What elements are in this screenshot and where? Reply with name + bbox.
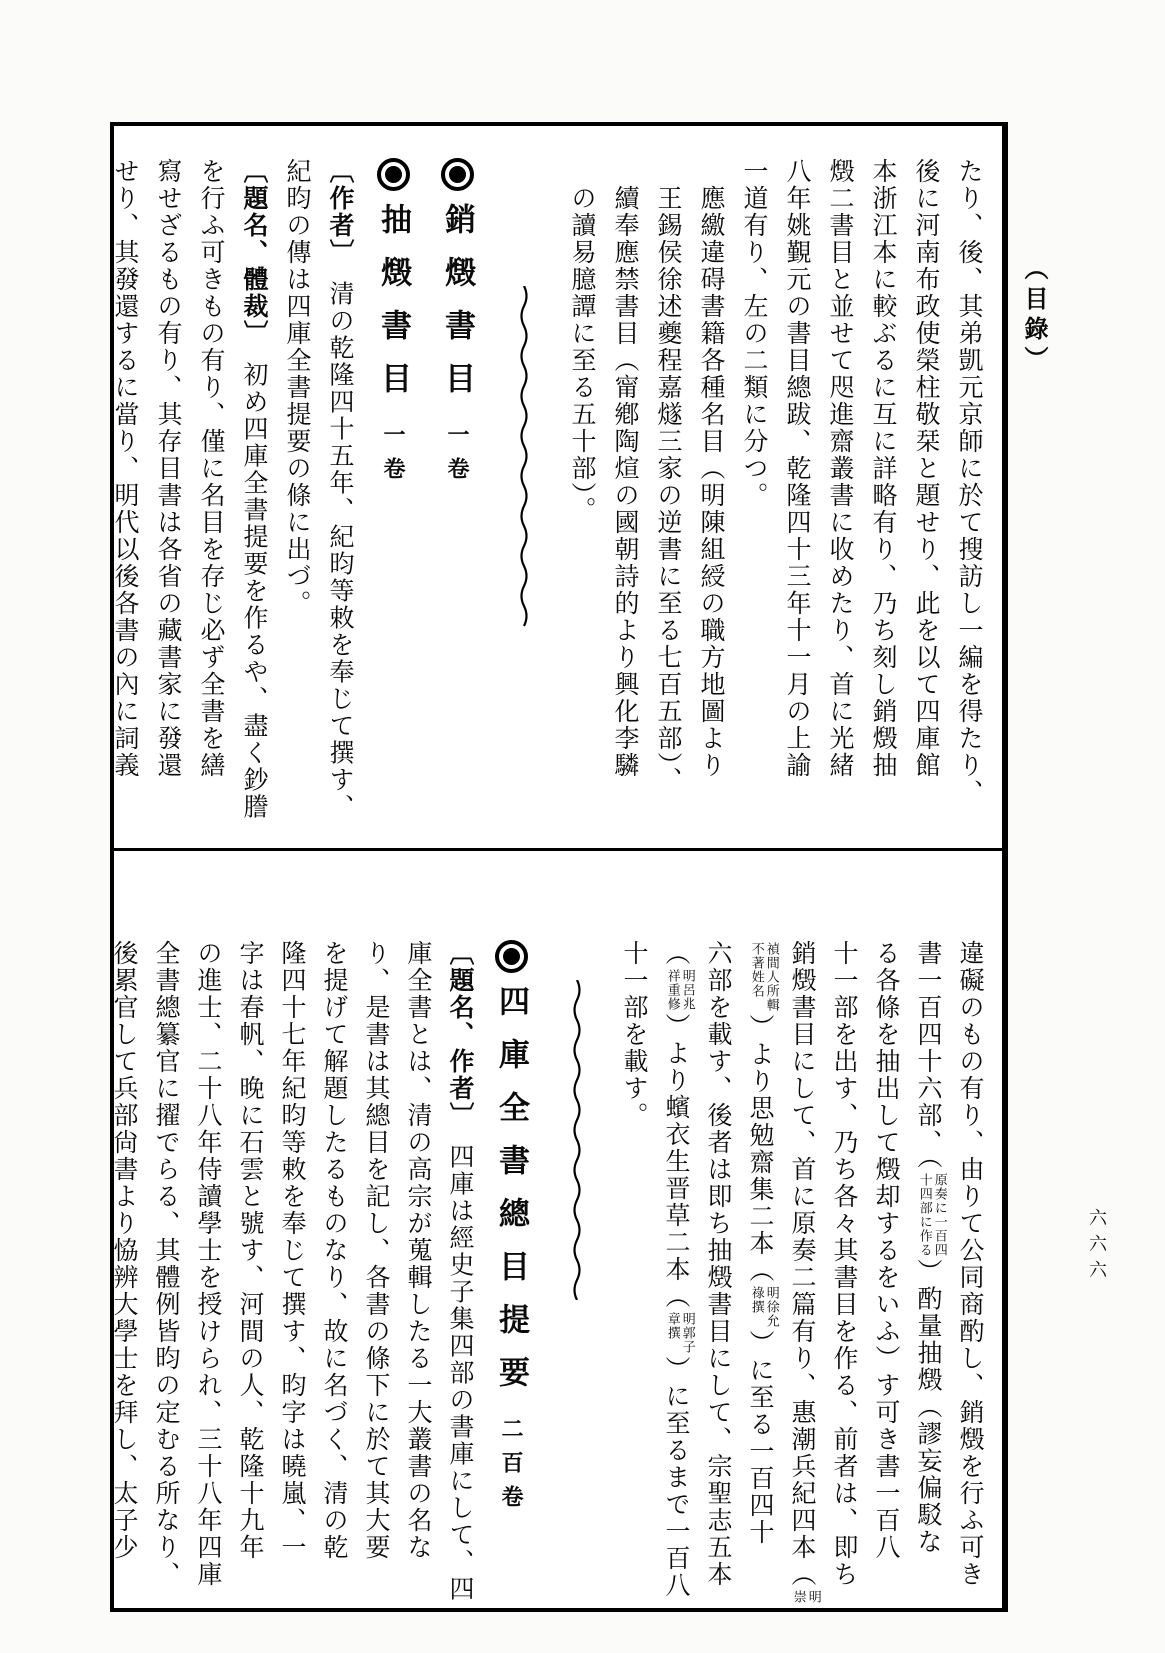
text-run: 燬二書目と並せて咫進齋叢書に收めたり、首に光緒 (826, 158, 853, 779)
text-column (144, 940, 186, 1595)
warichu-left-row: 祥重修 (665, 969, 681, 1011)
text-run: 八年姚覲元の書目總跋、乾隆四十三年十一月の上諭 (783, 158, 810, 779)
text-run: 續奉應禁書目（甯鄕陶煊の國朝詩的より興化李驎 (611, 185, 638, 779)
text-column (818, 158, 861, 823)
text-run: を行ふ可きもの有り、僅に名目を存じ必ず全書を繕 (197, 158, 224, 779)
text-run: 後累官して兵部尙書より恊辨大學士を拜し、太子少 (110, 940, 137, 1561)
text-column (947, 158, 990, 823)
warichu-note (666, 1312, 696, 1354)
wavy-separator (556, 940, 598, 1595)
text-run: たり、後、其弟凱元京師に於て搜訪し一編を得たり、 (955, 158, 982, 806)
text-column (232, 158, 275, 823)
text-column (732, 158, 775, 823)
margin-label: （目錄） (1020, 256, 1046, 376)
bullet-icon (441, 158, 474, 191)
text-run: ）より蠙衣生晋草二本（ (662, 1013, 689, 1310)
text-column (775, 158, 818, 823)
warichu-left-row: 崇 (791, 1590, 807, 1604)
text-column (438, 940, 480, 1603)
heading-volume: 一卷 (445, 423, 470, 491)
warichu-note (750, 942, 780, 1012)
text-run: ）酌量抽燬（謬妄偏駁な (914, 1258, 941, 1556)
page-number: 六六六 (1087, 1208, 1107, 1286)
text-column (689, 158, 732, 823)
text-column (822, 940, 864, 1595)
text-column (780, 940, 822, 1604)
text-run: 紀昀の傳は四庫全書提要の條に出づ。 (283, 158, 310, 617)
text-run: 字は春帆、晚に石雲と號す、河間の人、乾隆十九年 (236, 940, 263, 1561)
text-column (904, 158, 947, 823)
text-column (270, 940, 312, 1595)
text-column (603, 158, 646, 823)
text-run: 十一部を載す。 (620, 940, 647, 1129)
text-run: 書一百四十六部、（ (914, 940, 941, 1171)
text-column (646, 158, 689, 823)
text-column (318, 158, 361, 823)
text-column (146, 158, 189, 823)
text-run: （ (662, 940, 689, 967)
text-column (861, 158, 904, 823)
text-run: 隆四十七年紀昀等敕を奉じて撰す、昀字は曉嵐、一 (278, 940, 305, 1561)
text-column (560, 158, 603, 823)
heading-title: 四庫全書總目提要 (494, 985, 529, 1409)
warichu-right-row: 明呂兆 (680, 969, 696, 1011)
bullet-icon (377, 158, 410, 191)
text-column (103, 158, 146, 823)
text-column (275, 158, 318, 823)
text-column (738, 940, 780, 1595)
heading-column (480, 940, 542, 1595)
heading-column (361, 158, 425, 823)
warichu-note (918, 1173, 948, 1257)
text-run: の讀易臆譚に至る五十部）。 (568, 185, 595, 524)
text-column (654, 940, 696, 1599)
text-run: せり、其發還するに當り、明代以後各書の內に詞義 (111, 158, 138, 779)
text-column (189, 158, 232, 823)
text-run: 初め四庫全書提要を作るや、盡く鈔謄 (240, 334, 267, 821)
text-run: ）に至る一百四十 (746, 1330, 773, 1546)
warichu-left-row: 章撰 (665, 1312, 681, 1340)
warichu-note (792, 1590, 822, 1604)
text-column (906, 940, 948, 1595)
text-column (186, 940, 228, 1595)
heading-volume: 二百卷 (499, 1417, 524, 1519)
text-run: 寫せざるもの有り、其存目書は各省の藏書家に發還 (154, 158, 181, 779)
text-run: 〔題名、體裁〕 (240, 158, 267, 335)
text-run: 銷燬書目にして、首に原奏二篇有り、惠潮兵紀四本（ (788, 940, 815, 1588)
text-run: 全書總纂官に擢でらる、其體例皆昀の定むる所なり、 (152, 940, 179, 1588)
text-column (696, 940, 738, 1595)
text-column (102, 940, 144, 1595)
warichu-left-row: 祿撰 (749, 1286, 765, 1314)
text-run: 違礙のもの有り、由りて公同商酌し、銷燬を行ふ可き (956, 940, 983, 1588)
warichu-left-row: 不著姓名 (749, 942, 765, 998)
warichu-right-row: 原奏に一百四 (932, 1172, 948, 1257)
text-run: の進士、二十八年侍讀學士を授けられ、三十八年四庫 (194, 940, 221, 1588)
text-run: 應繳違碍書籍各種名目（明陳組綬の職方地圖より (697, 185, 724, 779)
text-column (228, 940, 270, 1595)
text-run: 〔題名、作者〕 (446, 940, 473, 1117)
text-run: 十一部を出す、乃ち各々其書目を作る、前者は、即ち (830, 940, 857, 1588)
warichu-left-row: 十四部に作る (917, 1172, 933, 1257)
text-run: 清の乾隆四十五年、紀昀等敕を奉じて撰す、 (326, 253, 353, 821)
warichu-right-row: 禎間人所輯 (764, 942, 780, 1012)
text-column (864, 940, 906, 1595)
text-run: 四庫は經史子集四部の書庫にして、四 (446, 1116, 473, 1603)
text-run: 後に河南布政使榮柱敬栞と題せり、此を以て四庫館 (912, 158, 939, 779)
bullet-icon (495, 940, 528, 973)
warichu-right-row: 明徐允 (764, 1286, 780, 1328)
wavy-separator (503, 158, 546, 823)
text-column (612, 940, 654, 1595)
text-column (396, 940, 438, 1595)
text-run: る各條を抽出して燬却するをいふ）す可き書一百八 (872, 940, 899, 1561)
heading-column (425, 158, 489, 823)
warichu-note (666, 969, 696, 1011)
section-divider (114, 848, 1002, 851)
text-run: 本浙江本に較ぶるに互に詳略有り、乃ち刻し銷燬抽 (869, 158, 896, 779)
text-run: 庫全書とは、清の高宗が蒐輯したる一大叢書の名な (404, 940, 431, 1561)
page-frame (110, 122, 1008, 1612)
heading-volume: 一卷 (381, 423, 406, 491)
text-run: り、是書は其總目を記し、各書の條下に於て其大要 (362, 940, 389, 1561)
text-run: を提げて解題したるものなり、故に名づく、清の乾 (320, 940, 347, 1561)
heading-title: 銷燬書目 (440, 203, 475, 415)
warichu-right-row: 明郭子 (680, 1312, 696, 1354)
text-column (312, 940, 354, 1595)
warichu-note (750, 1286, 780, 1328)
top-section (103, 158, 990, 823)
warichu-right-row: 明 (806, 1590, 822, 1604)
bottom-section (102, 940, 990, 1604)
text-column (354, 940, 396, 1595)
text-run: 一道有り、左の二類に分つ。 (740, 158, 767, 509)
text-run: 王錫侯徐述夔程嘉燧三家の逆書に至る七百五部）、 (654, 185, 681, 794)
text-run: 〔作者〕 (326, 158, 353, 254)
text-run: 六部を載す、後者は即ち抽燬書目にして、宗聖志五本 (704, 940, 731, 1588)
text-run: ）に至るまで一百八 (662, 1356, 689, 1599)
text-column (948, 940, 990, 1595)
text-run: ）より思勉齋集二本（ (746, 1014, 773, 1284)
heading-title: 抽燬書目 (376, 203, 411, 415)
